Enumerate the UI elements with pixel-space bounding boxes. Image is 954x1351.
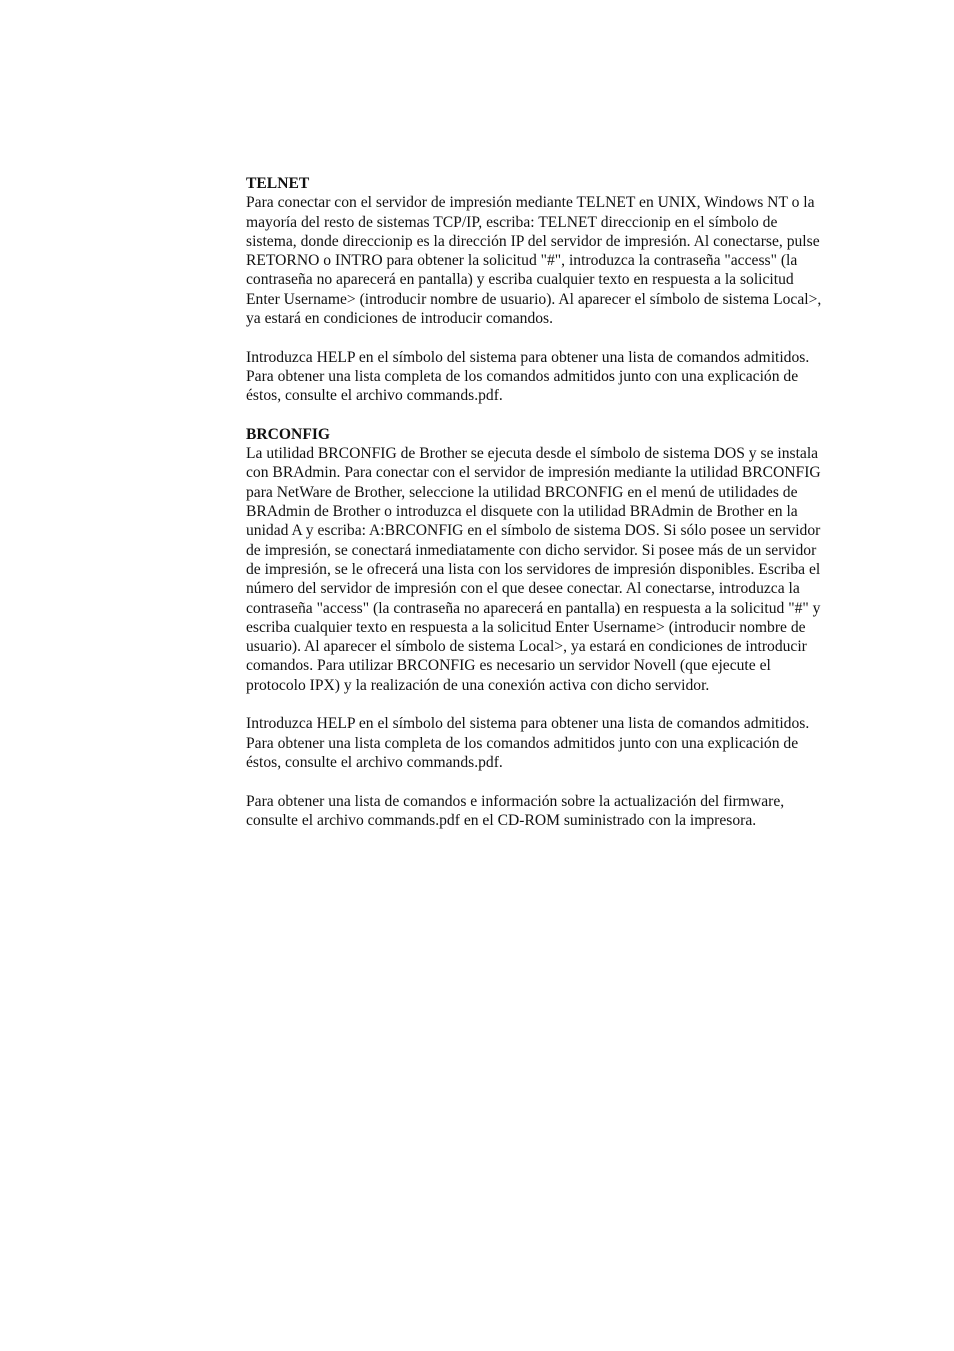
paragraph-spacer (246, 695, 826, 714)
paragraph-spacer (246, 328, 826, 347)
brconfig-paragraph-3: Para obtener una lista de comandos e información sobre la actualización del firmware, consulte el archivo commands.pdf en el CD-ROM suministrado con la impresora. (246, 792, 785, 829)
document-body (246, 174, 826, 830)
section-heading-brconfig: BRCONFIG (246, 425, 331, 443)
section-heading-telnet: TELNET (246, 175, 310, 192)
paragraph-spacer (246, 772, 826, 791)
paragraph-spacer (246, 406, 826, 425)
brconfig-paragraph-1: La utilidad BRCONFIG de Brother se ejecuta desde el símbolo de sistema DOS y se instala con BRAdmin. Para conectar con el servidor de impresión mediante la utilidad BRCONFIG para NetWare de Brother, seleccione la utilidad BRCONFIG en el menú de utilidades de BRAdmin de Brother o introduzca el disquete con la utilidad BRAdmin de Brother en la unidad A y escriba: A:BRCONFIG en el símbolo de sistema DOS. Si sólo posee un servidor de impresión, se conectará inmediatamente con dicho servidor. Si posee más de un servidor de impresión, se le ofrecerá una lista con los servidores de impresión disponibles. Escriba el número del servidor de impresión con el que desee conectar. Al conectarse, introduzca la contraseña "access" (la contraseña no aparecerá en pantalla) en respuesta a la solicitud "#" y escriba cualquier texto en respuesta a la solicitud Enter Username> (introducir nombre de usuario). Al aparecer el símbolo de sistema Local>, ya estará en condiciones de introducir comandos. Para utilizar BRCONFIG es necesario un servidor Novell (que ejecute el protocolo IPX) y la realización de una conexión activa con dicho servidor. (246, 445, 821, 694)
telnet-paragraph-2: Introduzca HELP en el símbolo del sistema para obtener una lista de comandos admitidos. Para obtener una lista completa de los comandos admitidos junto con una explicación de éstos, consulte el archivo commands.pdf. (246, 348, 810, 405)
brconfig-paragraph-2: Introduzca HELP en el símbolo del sistema para obtener una lista de comandos admitidos. Para obtener una lista completa de los comandos admitidos junto con una explicación de éstos, consulte el archivo commands.pdf. (246, 715, 810, 771)
telnet-paragraph-1: Para conectar con el servidor de impresión mediante TELNET en UNIX, Windows NT o la mayoría del resto de sistemas TCP/IP, escriba: TELNET direccionip en el símbolo de sistema, donde direccionip es la dirección IP del servidor de impresión. Al conectarse, pulse RETORNO o INTRO para obtener la solicitud "#", introduzca la contraseña "access" (la contraseña no aparecerá en pantalla) y escriba cualquier texto en respuesta a la solicitud Enter Username> (introducir nombre de usuario). Al aparecer el símbolo de sistema Local>, ya estará en condiciones de introducir comandos. (246, 194, 822, 328)
